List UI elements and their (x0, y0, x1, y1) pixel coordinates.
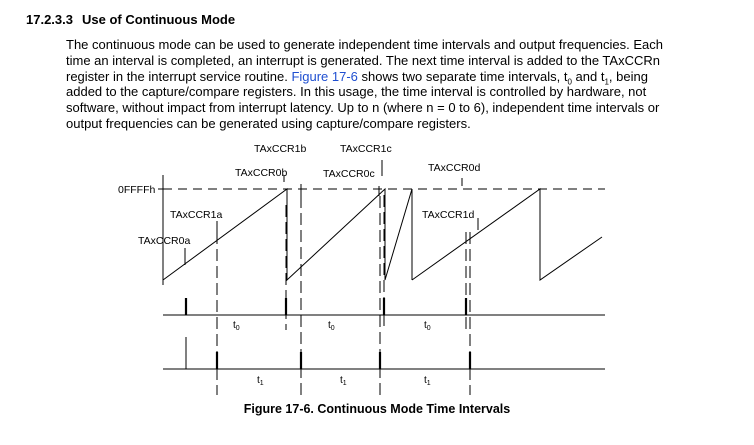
paragraph-text: , being (608, 68, 648, 84)
t0-interval-label: t0 (424, 320, 431, 332)
t1-interval-label: t1 (340, 375, 347, 387)
label-taxccr0d: TAxCCR0d (428, 162, 481, 174)
paragraph-line: output frequencies can be generated using capture/compare registers. (66, 115, 471, 131)
label-taxccr1c: TAxCCR1c (340, 143, 392, 155)
counter-sawtooth (163, 189, 412, 280)
paragraph-line: software, without impact from interrupt latency. Up to n (where n = 0 to 6), independent time intervals or (66, 100, 660, 116)
t1-interval-label: t1 (257, 375, 264, 387)
t1-interval-label: t1 (424, 375, 431, 387)
subscript: 0 (567, 77, 572, 87)
paragraph-text: shows two separate time intervals, t (357, 68, 568, 84)
label-taxccr1d: TAxCCR1d (422, 209, 475, 221)
t0-interval-label: t0 (328, 320, 335, 332)
paragraph-text: and t (571, 68, 605, 84)
t0-interval-label: t0 (233, 320, 240, 332)
figure-link[interactable]: Figure 17-6 (291, 68, 358, 84)
subscript: 1 (604, 77, 609, 87)
label-taxccr0b: TAxCCR0b (235, 167, 288, 179)
label-taxccr0a: TAxCCR0a (138, 235, 191, 247)
paragraph-text: register in the interrupt service routine. (66, 68, 292, 84)
paragraph-line: The continuous mode can be used to generate independent time intervals and output frequencies. Each (66, 37, 663, 52)
section-number: 17.2.3.3 (26, 12, 73, 27)
figure-caption: Figure 17-6. Continuous Mode Time Intervals (243, 402, 511, 416)
paragraph-line: time an interval is completed, an interrupt is generated. The next time interval is added to the TAxCCRn (66, 52, 660, 68)
section-title: Use of Continuous Mode (82, 12, 236, 27)
counter-sawtooth (412, 189, 602, 280)
label-taxccr1b: TAxCCR1b (254, 143, 307, 155)
label-taxccr0c: TAxCCR0c (323, 168, 375, 180)
paragraph-line: added to the capture/compare registers. In this usage, the time interval is controlled by hardware, not (66, 84, 647, 100)
label-0ffffh: 0FFFFh (118, 184, 156, 196)
label-taxccr1a: TAxCCR1a (170, 209, 223, 221)
